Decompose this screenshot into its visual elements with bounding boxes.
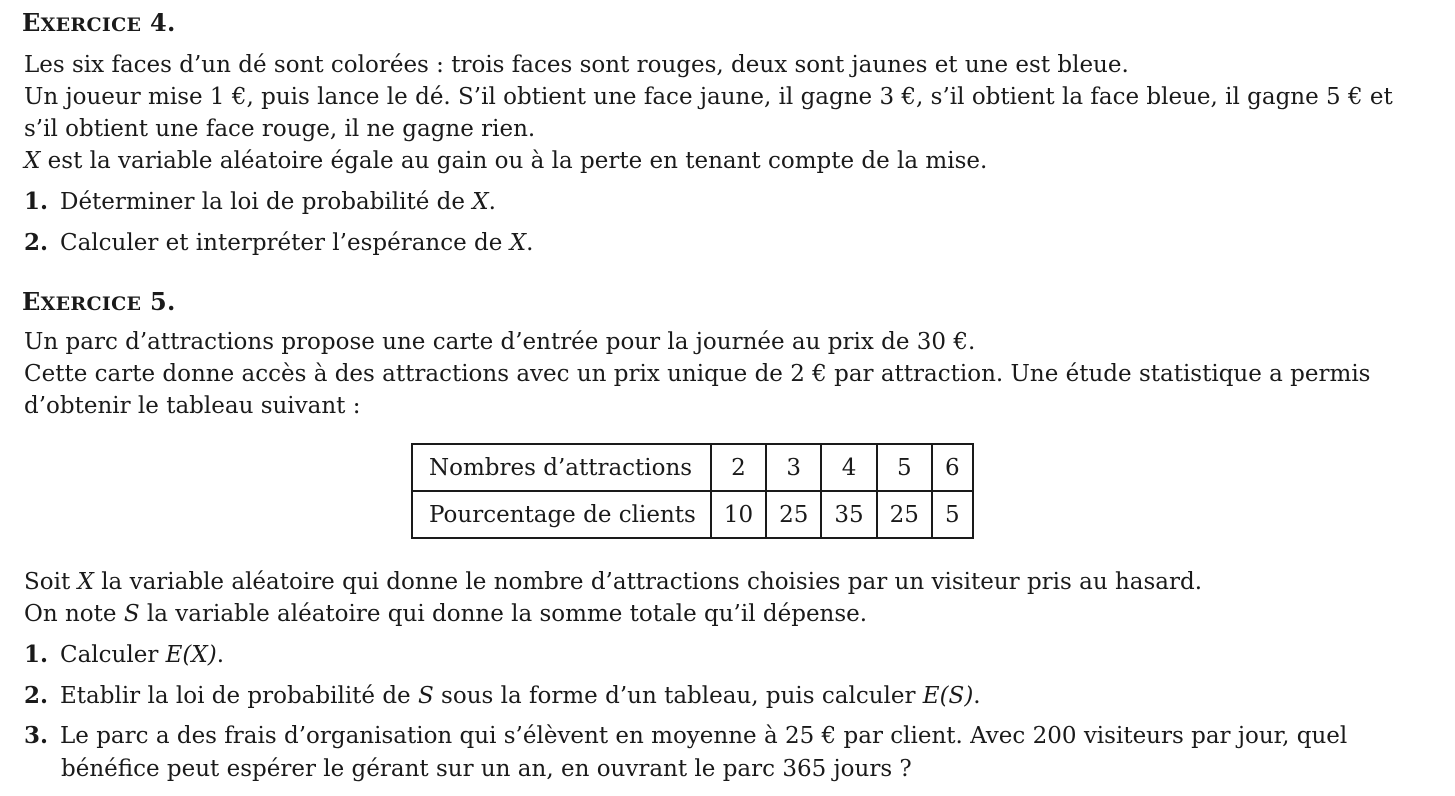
ex4-question-2: 2. Calculer et interpréter l’espérance de X. bbox=[24, 229, 534, 256]
ex5-paragraph-5: On note S la variable aléatoire qui donne la somme totale qu’il dépense. bbox=[24, 601, 868, 627]
ex5-question-3: 3. Le parc a des frais d’organisation qui s’élèvent en moyenne à 25 € par client. Avec 200 visiteurs par jour, quel bbox=[24, 722, 1348, 749]
table-row bbox=[412, 491, 973, 538]
statistics-table bbox=[411, 443, 974, 539]
ex4-paragraph-4: X est la variable aléatoire égale au gain ou à la perte en tenant compte de la mise. bbox=[24, 148, 988, 174]
table-row-label: Nombres d’attractions bbox=[412, 444, 711, 491]
exercise-5-heading: EXERCICE 5. bbox=[22, 287, 176, 316]
ex5-question-3-continued: bénéfice peut espérer le gérant sur un an, en ouvrant le parc 365 jours ? bbox=[61, 756, 912, 782]
exercise-4-heading: EXERCICE 4. bbox=[22, 8, 176, 37]
ex5-question-1: 1. Calculer E(X). bbox=[24, 641, 225, 668]
table-row bbox=[412, 444, 973, 491]
ex4-question-1: 1. Déterminer la loi de probabilité de X. bbox=[24, 188, 496, 215]
table-cell: 25 bbox=[877, 491, 932, 538]
table-cell: 25 bbox=[766, 491, 821, 538]
table-cell: 2 bbox=[711, 444, 766, 491]
table-cell: 6 bbox=[932, 444, 973, 491]
ex4-paragraph-3: s’il obtient une face rouge, il ne gagne rien. bbox=[24, 116, 536, 142]
ex4-paragraph-1: Les six faces d’un dé sont colorées : trois faces sont rouges, deux sont jaunes et une est bleue. bbox=[24, 52, 1129, 78]
ex5-question-2: 2. Etablir la loi de probabilité de S sous la forme d’un tableau, puis calculer E(S). bbox=[24, 682, 981, 709]
table-cell: 4 bbox=[821, 444, 876, 491]
table-cell: 10 bbox=[711, 491, 766, 538]
ex5-paragraph-2: Cette carte donne accès à des attractions avec un prix unique de 2 € par attraction. Une étude statistique a permis bbox=[24, 361, 1371, 387]
ex5-paragraph-1: Un parc d’attractions propose une carte d’entrée pour la journée au prix de 30 €. bbox=[24, 329, 976, 355]
table-cell: 35 bbox=[821, 491, 876, 538]
table-cell: 3 bbox=[766, 444, 821, 491]
table-cell: 5 bbox=[877, 444, 932, 491]
ex4-paragraph-2: Un joueur mise 1 €, puis lance le dé. S’il obtient une face jaune, il gagne 3 €, s’il obtient la face bleue, il gagne 5 € et bbox=[24, 84, 1393, 110]
ex5-paragraph-3: d’obtenir le tableau suivant : bbox=[24, 393, 361, 419]
ex5-paragraph-4: Soit X la variable aléatoire qui donne le nombre d’attractions choisies par un visiteur pris au hasard. bbox=[24, 569, 1203, 595]
table-cell: 5 bbox=[932, 491, 973, 538]
table-row-label: Pourcentage de clients bbox=[412, 491, 711, 538]
